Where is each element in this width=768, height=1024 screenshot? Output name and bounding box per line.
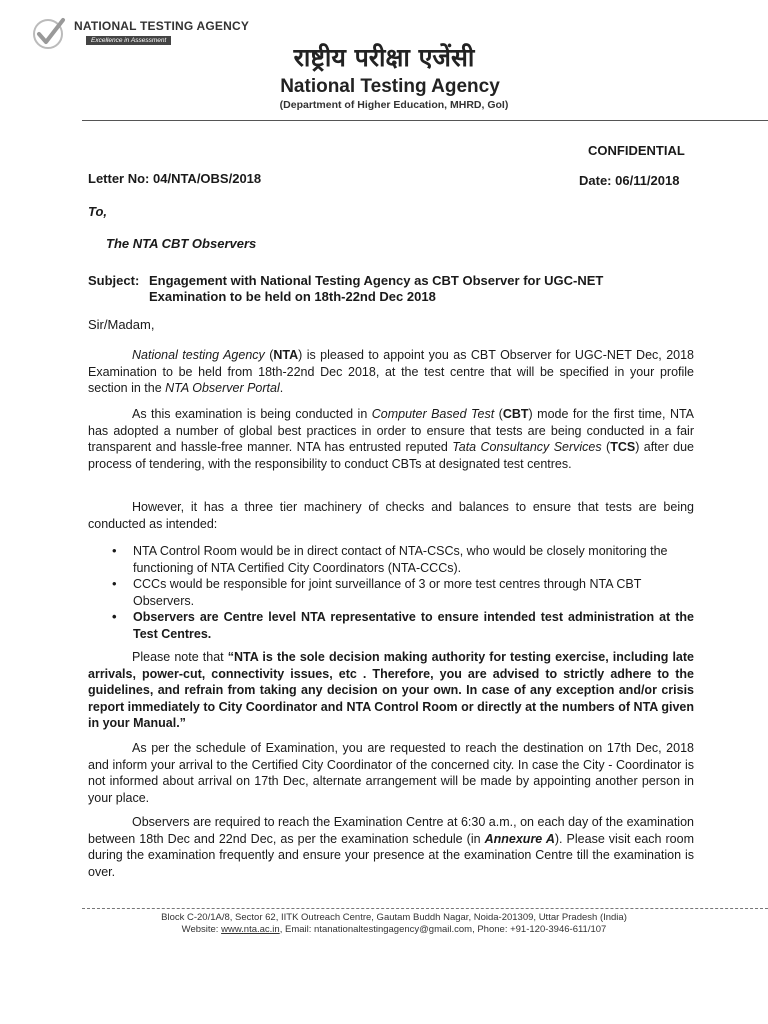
subject-label: Subject: bbox=[88, 273, 140, 288]
p6-annexure: Annexure A bbox=[484, 831, 555, 846]
p1-portal: NTA Observer Portal bbox=[165, 381, 280, 396]
list-item: • NTA Control Room would be in direct contact of NTA-CSCs, who would be closely monitoring the functioning of NTA Certified City Coordinators (NTA-CCCs). bbox=[112, 543, 694, 576]
paragraph-cbt-mode bbox=[88, 406, 694, 472]
bullet-list bbox=[112, 543, 694, 643]
p6-text: ). Please visit each room during the examination frequently and ensure your presence at the examination Centre till the examination is over. bbox=[88, 831, 694, 879]
p2-tcs: TCS bbox=[610, 440, 636, 455]
paragraph-reporting-time bbox=[88, 814, 694, 880]
p2-text: ) mode for the first time, NTA has adopted a number of global best practices in order to ensure that tests are being conducted in a fair transparent and hassle-free manner. NTA has entrusted reputed bbox=[88, 407, 695, 455]
p1-text: ) is pleased to appoint you as CBT Observer for UGC-NET Dec, 2018 Examination to be held from 18th-22nd Dec 2018, at the test centre that will be specified in your profile section in the bbox=[88, 348, 694, 396]
footer-address: Block C-20/1A/8, Sector 62, IITK Outreach Centre, Gautam Buddh Nagar, Noida-201309, Uttar Pradesh (India) bbox=[161, 912, 627, 923]
p4-lead: Please note that bbox=[132, 650, 228, 664]
logo-name: NATIONAL TESTING AGENCY bbox=[74, 19, 250, 33]
to-line: To, bbox=[88, 204, 108, 219]
header-divider bbox=[82, 120, 768, 121]
logo-tagline: Excellence in Assessment bbox=[86, 36, 171, 45]
salutation: Sir/Madam, bbox=[88, 317, 155, 332]
p6-text: Observers are required to reach the Examination Centre at 6:30 a.m., on each day of the examination between 18th Dec and 22nd Dec, as per the examination schedule (in bbox=[88, 815, 694, 846]
website-label: Website: bbox=[181, 924, 222, 935]
subject bbox=[88, 273, 698, 304]
subject-line-2: Examination to be held on 18th-22nd Dec 2018 bbox=[149, 288, 436, 304]
department-line: (Department of Higher Education, MHRD, GoI) bbox=[279, 99, 509, 111]
p1-nta: NTA bbox=[273, 348, 299, 362]
footer-divider bbox=[82, 908, 768, 909]
hindi-title: राष्ट्रीय परीक्षा एजेंसी bbox=[293, 43, 475, 72]
agency-title: National Testing Agency bbox=[280, 76, 500, 97]
p2-text: As this examination is being conducted in bbox=[132, 407, 372, 421]
list-item: • CCCs would be responsible for joint surveillance of 3 or more test centres through NTA CBT Observers. bbox=[112, 576, 694, 609]
subject-line-1: Engagement with National Testing Agency as CBT Observer for UGC-NET bbox=[149, 273, 604, 288]
paragraph-three-tier: However, it has a three tier machinery of checks and balances to ensure that tests are being conducted as intended: bbox=[88, 500, 694, 531]
footer-contact bbox=[0, 924, 768, 935]
recipient: The NTA CBT Observers bbox=[106, 236, 257, 251]
website-link[interactable]: www.nta.ac.in bbox=[221, 924, 280, 935]
p1-text: . bbox=[279, 381, 284, 396]
p2-text: ) after due process of tendering, with the responsibility to conduct CBTs at designated test centres. bbox=[88, 440, 695, 471]
footer-email-phone: , Email: ntanationaltestingagency@gmail.com, Phone: +91-120-3946-611/107 bbox=[279, 924, 607, 935]
paragraph-authority-note bbox=[88, 649, 694, 732]
list-item: • Observers are Centre level NTA representative to ensure intended test administration at the Test Centres. bbox=[112, 609, 694, 642]
paragraph-appointment bbox=[88, 347, 694, 397]
p2-text: ( bbox=[494, 407, 503, 421]
confidential-label: CONFIDENTIAL bbox=[588, 143, 685, 158]
p4-body: “NTA is the sole decision making authority for testing exercise, including late arrivals, power-cut, connectivity issues, etc . Therefore, you are advised to strictly adhere to the guidelines, and refrain from taking any decision on your own. In case of any exception and/or crisis report immediately to City Coordinator and NTA Control Room or directly at the numbers of NTA given in your Manual.” bbox=[88, 650, 694, 731]
letter-date: Date: 06/11/2018 bbox=[579, 173, 680, 188]
p2-tcs-full: Tata Consultancy Services bbox=[452, 440, 602, 455]
paragraph-schedule: As per the schedule of Examination, you are requested to reach the destination on 17th Dec, 2018 and inform your arrival to the Certified City Coordinator of the concerned city. In case the City - Coordinator is not informed about arrival on 17th Dec, alternate arrangement will be made by appointing another person in your place. bbox=[88, 741, 694, 805]
p2-text: ( bbox=[601, 440, 611, 455]
letter-number: Letter No: 04/NTA/OBS/2018 bbox=[88, 171, 262, 186]
p1-agency: National testing Agency bbox=[132, 348, 265, 362]
p1-text: ( bbox=[264, 348, 274, 362]
p2-cbt-full: Computer Based Test bbox=[371, 407, 495, 421]
p2-cbt: CBT bbox=[502, 407, 529, 421]
